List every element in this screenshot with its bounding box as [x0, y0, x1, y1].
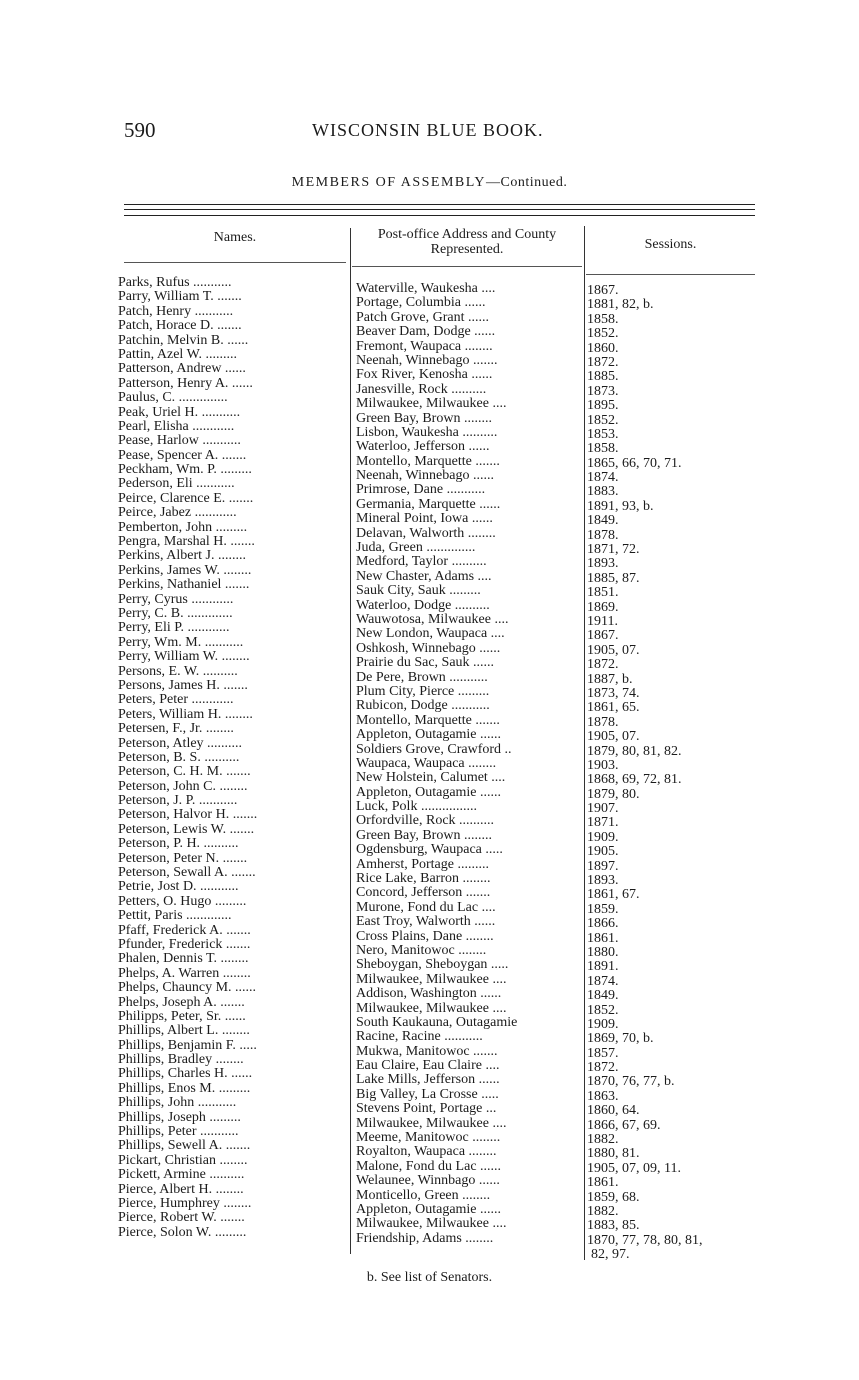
member-address: Soldiers Grove, Crawford ..	[356, 742, 512, 757]
member-sessions: 1860, 64.	[587, 1104, 640, 1119]
member-name: Peterson, C. H. M. .......	[118, 765, 251, 780]
member-address: Prairie du Sac, Sauk ......	[356, 656, 495, 671]
member-name: Perry, Wm. M. ...........	[118, 635, 244, 650]
member-name: Perkins, James W. ........	[118, 563, 252, 578]
member-name: Peterson, Peter N. .......	[118, 851, 248, 866]
member-sessions: 1903.	[587, 758, 619, 773]
member-address: Milwaukee, Milwaukee ....	[356, 1217, 507, 1232]
member-sessions-continued: 82, 97.	[591, 1247, 630, 1262]
member-address: Fox River, Kenosha ......	[356, 368, 493, 383]
member-name: Phelps, A. Warren ........	[118, 966, 251, 981]
member-address: New Chaster, Adams ....	[356, 569, 492, 584]
member-address: Racine, Racine ...........	[356, 1030, 483, 1045]
member-name: Peters, William H. ........	[118, 707, 253, 722]
member-address: Delavan, Walworth ........	[356, 526, 496, 541]
member-sessions: 1882.	[587, 1133, 619, 1148]
member-address: Rubicon, Dodge ...........	[356, 699, 490, 714]
member-name: Peterson, J. P. ...........	[118, 794, 238, 809]
member-sessions: 1865, 66, 70, 71.	[587, 456, 682, 471]
member-sessions: 1859.	[587, 902, 619, 917]
member-sessions: 1880, 81.	[587, 1147, 640, 1162]
member-address: Stevens Point, Portage ...	[356, 1102, 497, 1117]
member-address: Addison, Washington ......	[356, 987, 502, 1002]
member-sessions: 1852.	[587, 1003, 619, 1018]
member-address: Milwaukee, Milwaukee ....	[356, 1001, 507, 1016]
member-name: Perry, Cyrus ............	[118, 592, 234, 607]
member-address: Milwaukee, Milwaukee ....	[356, 1116, 507, 1131]
member-address: Lisbon, Waukesha ..........	[356, 425, 498, 440]
header-rule-bottom	[124, 215, 755, 216]
member-sessions: 1895.	[587, 399, 619, 414]
member-name: Patterson, Henry A. ......	[118, 376, 253, 391]
section-title-suffix: —Continued.	[486, 175, 568, 190]
member-name: Phillips, Bradley ........	[118, 1053, 244, 1068]
member-address: Waterville, Waukesha ....	[356, 282, 496, 296]
member-name: Parks, Rufus ...........	[118, 276, 232, 290]
column-header-names: Names.	[213, 230, 257, 245]
member-sessions: 1881, 82, b.	[587, 298, 654, 313]
member-sessions: 1911.	[587, 614, 618, 629]
member-sessions: 1861, 67.	[587, 888, 640, 903]
member-name: Phelps, Chauncy M. ......	[118, 981, 257, 996]
member-name: Perkins, Albert J. ........	[118, 549, 246, 564]
member-address: Patch Grove, Grant ......	[356, 310, 489, 325]
member-address: Plum City, Pierce .........	[356, 684, 490, 699]
member-sessions: 1878.	[587, 715, 619, 730]
member-sessions: 1849.	[587, 989, 619, 1004]
member-name: Pease, Spencer A. .......	[118, 448, 247, 463]
member-address: Rice Lake, Barron ........	[356, 872, 491, 887]
member-sessions: 1869, 70, b.	[587, 1032, 654, 1047]
member-name: Pengra, Marshal H. .......	[118, 535, 255, 550]
member-name: Pettit, Paris .............	[118, 909, 232, 924]
member-name: Pearl, Elisha ............	[118, 419, 235, 434]
member-address: Meeme, Manitowoc ........	[356, 1131, 501, 1146]
member-name: Peters, Peter ............	[118, 693, 234, 708]
header-rule-top	[124, 204, 755, 205]
member-address: Neenah, Winnebago ......	[356, 469, 494, 484]
member-name: Petters, O. Hugo .........	[118, 894, 247, 909]
column-header-underline	[352, 266, 582, 267]
member-sessions: 1863.	[587, 1089, 619, 1104]
member-address: Malone, Fond du Lac ......	[356, 1159, 502, 1174]
member-sessions: 1893.	[587, 874, 619, 889]
member-sessions: 1873.	[587, 384, 619, 399]
member-name: Parry, William T. .......	[118, 290, 242, 305]
member-sessions: 1893.	[587, 557, 619, 572]
section-title-main: MEMBERS OF ASSEMBLY	[291, 175, 487, 190]
member-name: Peterson, P. H. ..........	[118, 837, 239, 852]
member-name: Petrie, Jost D. ...........	[118, 880, 239, 895]
member-address: Monticello, Green ........	[356, 1188, 491, 1203]
member-sessions: 1878.	[587, 528, 619, 543]
member-name: Phillips, Joseph .........	[118, 1110, 241, 1125]
member-name: Perkins, Nathaniel .......	[118, 578, 250, 593]
member-address: Green Bay, Brown ........	[356, 828, 492, 843]
member-address: Juda, Green ..............	[356, 541, 476, 556]
member-sessions: 1872.	[587, 1061, 619, 1076]
member-address: Appleton, Outagamie ......	[356, 728, 502, 743]
member-name: Pickett, Armine ..........	[118, 1168, 245, 1183]
member-address: Appleton, Outagamie ......	[356, 1203, 502, 1217]
member-sessions: 1905, 07, 09, 11.	[587, 1161, 681, 1176]
member-sessions: 1873, 74.	[587, 686, 640, 701]
member-address: Sauk City, Sauk .........	[356, 584, 481, 599]
member-name: Patterson, Andrew ......	[118, 362, 246, 377]
member-name: Pierce, Solon W. .........	[118, 1225, 247, 1240]
footnote: b. See list of Senators.	[366, 1270, 493, 1285]
member-name: Pederson, Eli ...........	[118, 477, 235, 492]
member-address: Mineral Point, Iowa ......	[356, 512, 493, 527]
member-name: Peckham, Wm. P. .........	[118, 463, 252, 478]
member-name: Phillips, Albert L. ........	[118, 1024, 250, 1039]
member-address: Cross Plains, Dane ........	[356, 929, 494, 944]
member-name: Perry, C. B. .............	[118, 606, 233, 621]
member-name: Pickart, Christian ........	[118, 1153, 248, 1168]
member-sessions: 1874.	[587, 471, 619, 486]
member-name: Peterson, B. S. ..........	[118, 750, 240, 765]
member-address: Amherst, Portage .........	[356, 857, 489, 872]
member-name: Patchin, Melvin B. ......	[118, 333, 249, 348]
member-address: De Pere, Brown ...........	[356, 670, 488, 685]
member-sessions: 1879, 80, 81, 82.	[587, 744, 682, 759]
member-sessions: 1868, 69, 72, 81.	[587, 773, 682, 788]
member-sessions: 1867.	[587, 284, 619, 298]
member-sessions: 1909.	[587, 830, 619, 845]
member-sessions: 1858.	[587, 442, 619, 457]
member-address: Green Bay, Brown ........	[356, 411, 492, 426]
member-sessions: 1870, 76, 77, b.	[587, 1075, 675, 1090]
member-address: Lake Mills, Jefferson ......	[356, 1073, 500, 1088]
member-sessions: 1897.	[587, 859, 619, 874]
member-sessions: 1853.	[587, 427, 619, 442]
member-address: New Holstein, Calumet ....	[356, 771, 506, 786]
member-name: Peirce, Clarence E. .......	[118, 491, 254, 506]
member-address: Primrose, Dane ...........	[356, 483, 486, 498]
page-header	[124, 118, 584, 148]
member-name: Petersen, F., Jr. ........	[118, 722, 234, 737]
member-sessions: 1849.	[587, 514, 619, 529]
member-sessions: 1909.	[587, 1017, 619, 1032]
member-address: Janesville, Rock ..........	[356, 382, 487, 397]
member-address: Fremont, Waupaca ........	[356, 339, 493, 354]
member-sessions: 1905, 07.	[587, 730, 640, 745]
member-name: Peterson, Sewall A. .......	[118, 866, 256, 881]
running-title: WISCONSIN BLUE BOOK.	[312, 120, 544, 140]
member-address: Sheboygan, Sheboygan .....	[356, 958, 509, 973]
member-sessions: 1885.	[587, 370, 619, 385]
member-address: Eau Claire, Eau Claire ....	[356, 1059, 500, 1074]
member-sessions: 1852.	[587, 413, 619, 428]
section-title	[0, 175, 859, 191]
member-address: Montello, Marquette .......	[356, 713, 500, 728]
member-name: Pattin, Azel W. .........	[118, 347, 237, 362]
member-name: Pierce, Humphrey ........	[118, 1197, 252, 1211]
member-sessions: 1866, 67, 69.	[587, 1118, 661, 1133]
member-name: Phillips, Charles H. ......	[118, 1067, 253, 1082]
member-address: Waterloo, Dodge ..........	[356, 598, 490, 613]
member-address: Ogdensburg, Waupaca .....	[356, 843, 503, 858]
member-sessions: 1861.	[587, 931, 619, 946]
member-sessions: 1867.	[587, 629, 619, 644]
member-name: Peak, Uriel H. ...........	[118, 405, 241, 420]
member-name: Perry, William W. ........	[118, 650, 250, 665]
member-address: East Troy, Walworth ......	[356, 915, 496, 930]
member-address: Nero, Manitowoc ........	[356, 943, 487, 958]
member-sessions: 1885, 87.	[587, 571, 640, 586]
member-sessions: 1870, 77, 78, 80, 81,	[587, 1233, 703, 1248]
member-address: Germania, Marquette ......	[356, 497, 501, 512]
member-sessions: 1905, 07.	[587, 643, 640, 658]
member-sessions: 1860.	[587, 341, 619, 356]
member-address: Milwaukee, Milwaukee ....	[356, 397, 507, 412]
member-sessions: 1887, b.	[587, 672, 633, 687]
member-name: Pierce, Albert H. ........	[118, 1182, 244, 1197]
member-name: Peterson, Halvor H. .......	[118, 808, 258, 823]
member-address: Appleton, Outagamie ......	[356, 785, 502, 800]
member-sessions: 1859, 68.	[587, 1190, 640, 1205]
member-address: South Kaukauna, Outagamie	[356, 1015, 518, 1030]
member-sessions: 1891, 93, b.	[587, 499, 654, 514]
member-name: Phillips, Benjamin F. .....	[118, 1038, 257, 1053]
member-name: Pease, Harlow ...........	[118, 434, 241, 449]
member-address: Waupaca, Waupaca ........	[356, 756, 497, 771]
member-address: Murone, Fond du Lac ....	[356, 900, 496, 915]
member-name: Patch, Henry ...........	[118, 304, 234, 319]
member-address: Welaunee, Winnbago ......	[356, 1174, 500, 1189]
member-name: Phillips, Enos M. .........	[118, 1081, 251, 1096]
member-name: Phillips, John ...........	[118, 1096, 237, 1111]
member-sessions: 1852.	[587, 327, 619, 342]
member-address: Concord, Jefferson .......	[356, 886, 491, 901]
member-name: Pfaff, Frederick A. .......	[118, 923, 251, 938]
member-address: Royalton, Waupaca ........	[356, 1145, 497, 1160]
member-name: Phillips, Peter ...........	[118, 1125, 239, 1140]
member-name: Phalen, Dennis T. ........	[118, 952, 249, 967]
column-header-sessions: Sessions.	[644, 237, 697, 252]
column-header-address: Post-office Address and County Represented.	[377, 227, 557, 257]
member-address: Beaver Dam, Dodge ......	[356, 325, 496, 340]
member-sessions: 1872.	[587, 355, 619, 370]
member-sessions: 1879, 80.	[587, 787, 640, 802]
member-sessions: 1861.	[587, 1176, 619, 1191]
member-address: Orfordville, Rock ..........	[356, 814, 495, 829]
page-number: 590	[124, 118, 156, 142]
member-name: Perry, Eli P. ............	[118, 621, 230, 636]
member-name: Peirce, Jabez ............	[118, 506, 237, 521]
header-rule-middle	[124, 209, 755, 210]
member-name: Paulus, C. ..............	[118, 391, 228, 406]
member-name: Phillips, Sewell A. .......	[118, 1139, 251, 1154]
member-sessions: 1871, 72.	[587, 543, 640, 558]
member-address: New London, Waupaca ....	[356, 627, 505, 642]
member-sessions: 1891.	[587, 960, 619, 975]
member-address: Luck, Polk ................	[356, 800, 477, 815]
member-sessions: 1883, 85.	[587, 1219, 640, 1234]
member-address: Big Valley, La Crosse .....	[356, 1087, 499, 1102]
member-address: Medford, Taylor ..........	[356, 555, 487, 570]
members-table	[0, 276, 859, 1262]
member-sessions: 1872.	[587, 658, 619, 673]
member-sessions: 1857.	[587, 1046, 619, 1061]
member-sessions: 1874.	[587, 974, 619, 989]
member-address: Waterloo, Jefferson ......	[356, 440, 490, 455]
member-sessions: 1861, 65.	[587, 701, 640, 716]
table-row	[0, 1225, 859, 1262]
member-address: Neenah, Winnebago .......	[356, 353, 498, 368]
member-name: Pierce, Robert W. .......	[118, 1211, 245, 1226]
member-sessions: 1883.	[587, 485, 619, 500]
member-sessions: 1851.	[587, 586, 619, 601]
member-name: Peterson, Lewis W. .......	[118, 822, 255, 837]
member-name: Pemberton, John .........	[118, 520, 248, 535]
member-address: Montello, Marquette .......	[356, 454, 500, 469]
member-name: Patch, Horace D. .......	[118, 319, 242, 334]
member-name: Peterson, John C. ........	[118, 779, 248, 794]
member-sessions: 1871.	[587, 816, 619, 831]
member-name: Phelps, Joseph A. .......	[118, 995, 245, 1010]
member-name: Peterson, Atley ..........	[118, 736, 243, 751]
member-name: Persons, James H. .......	[118, 678, 248, 693]
member-name: Persons, E. W. ..........	[118, 664, 238, 679]
member-address: Mukwa, Manitowoc .......	[356, 1044, 498, 1059]
member-address: Milwaukee, Milwaukee ....	[356, 972, 507, 987]
member-address: Friendship, Adams ........	[356, 1231, 494, 1246]
member-sessions: 1866.	[587, 917, 619, 932]
member-address: Wauwotosa, Milwaukee ....	[356, 612, 509, 627]
member-name: Philipps, Peter, Sr. ......	[118, 1009, 246, 1024]
column-header-underline	[586, 274, 755, 275]
member-sessions: 1907.	[587, 802, 619, 817]
member-sessions: 1905.	[587, 845, 619, 860]
member-address: Portage, Columbia ......	[356, 296, 486, 311]
member-sessions: 1858.	[587, 312, 619, 327]
member-name: Pfunder, Frederick .......	[118, 937, 251, 952]
column-header-underline	[124, 262, 346, 263]
member-address: Oshkosh, Winnebago ......	[356, 641, 501, 656]
member-sessions: 1880.	[587, 945, 619, 960]
member-sessions: 1882.	[587, 1205, 619, 1219]
member-sessions: 1869.	[587, 600, 619, 615]
